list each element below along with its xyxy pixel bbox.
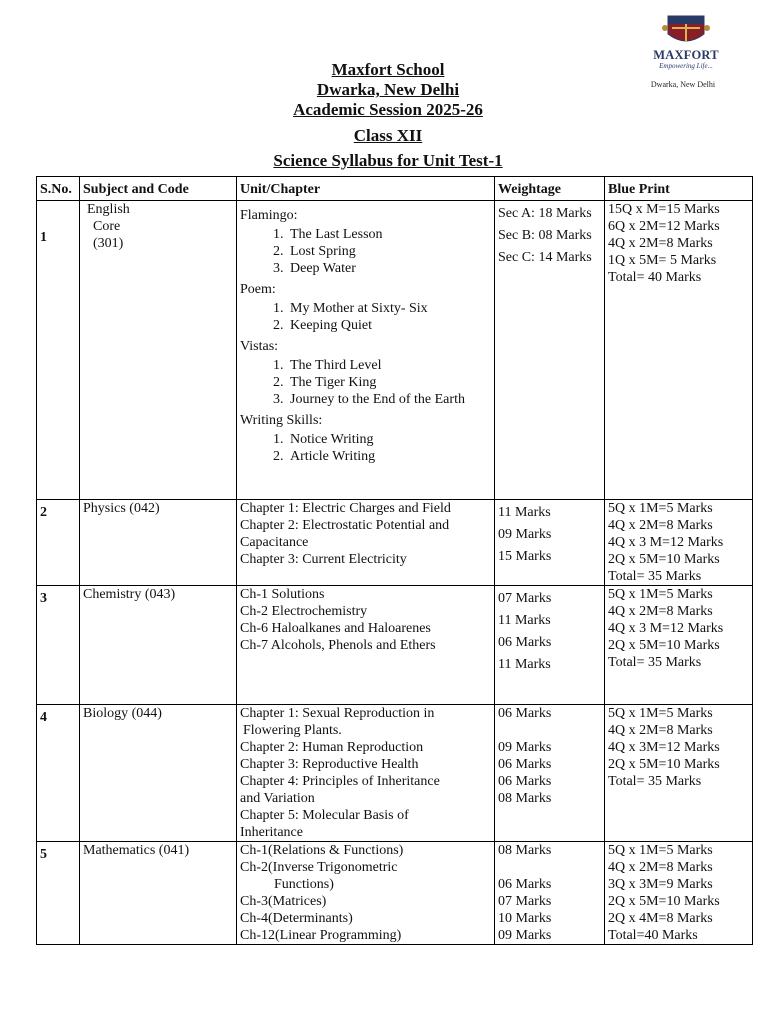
- section-label: Writing Skills:: [240, 413, 323, 428]
- row-sno: 1: [37, 201, 80, 500]
- chapter-item: 1. My Mother at Sixty- Six: [287, 300, 491, 317]
- row-chapters: [237, 201, 495, 500]
- row-chapters: Chapter 1: Sexual Reproduction in Flowering Plants. Chapter 2: Human Reproduction Chapter 3: Reproductive Health Chapter 4: Principles of Inheritance and Variation Chapter 5: Molecular Basis of Inheritance: [237, 705, 495, 842]
- crest-icon: [662, 12, 710, 48]
- row-sno: 5: [37, 842, 80, 945]
- row-blueprint: 5Q x 1M=5 Marks 4Q x 2M=8 Marks 3Q x 3M=9 Marks 2Q x 5M=10 Marks 2Q x 4M=8 Marks Total=40 Marks: [605, 842, 753, 945]
- row-sno: 4: [37, 705, 80, 842]
- row-weightage: 06 Marks 09 Marks 06 Marks 06 Marks 08 Marks: [495, 705, 605, 842]
- table-row: [37, 201, 753, 500]
- table-header-row: [37, 177, 753, 201]
- syllabus-title: Science Syllabus for Unit Test-1: [273, 151, 503, 170]
- chapter-item: 2. Lost Spring: [287, 243, 491, 260]
- document-header: [0, 60, 768, 171]
- header-subject: Subject and Code: [80, 177, 237, 201]
- row-subject: Mathematics (041): [80, 842, 237, 945]
- row-blueprint: 15Q x M=15 Marks 6Q x 2M=12 Marks 4Q x 2M=8 Marks 1Q x 5M= 5 Marks Total= 40 Marks: [605, 201, 753, 500]
- row-weightage: 07 Marks 11 Marks 06 Marks 11 Marks: [495, 586, 605, 705]
- chapter-item: 1. Notice Writing: [287, 431, 491, 448]
- row-weightage: Sec A: 18 Marks Sec B: 08 Marks Sec C: 14 Marks: [495, 201, 605, 500]
- header-weightage: Weightage: [495, 177, 605, 201]
- row-subject: Chemistry (043): [80, 586, 237, 705]
- header-blueprint: Blue Print: [605, 177, 753, 201]
- table-row: [37, 500, 753, 586]
- section-label: Flamingo:: [240, 208, 298, 223]
- chapter-item: 2. The Tiger King: [287, 374, 491, 391]
- table-row: [37, 705, 753, 842]
- syllabus-table: [36, 176, 753, 945]
- row-subject: English Core (301): [80, 201, 237, 500]
- chapter-item: 3. Deep Water: [287, 260, 491, 277]
- section-label: Poem:: [240, 282, 276, 297]
- chapter-item: 3. Journey to the End of the Earth: [287, 391, 491, 408]
- logo-tagline: Empowering Life...: [659, 62, 713, 70]
- row-sno: 2: [37, 500, 80, 586]
- table-row: [37, 586, 753, 705]
- row-sno: 3: [37, 586, 80, 705]
- logo-wordmark: MAXFORT: [653, 48, 719, 62]
- row-subject: Biology (044): [80, 705, 237, 842]
- chapter-item: 2. Article Writing: [287, 448, 491, 465]
- row-subject: Physics (042): [80, 500, 237, 586]
- section-label: Vistas:: [240, 339, 279, 354]
- row-chapters: Ch-1(Relations & Functions) Ch-2(Inverse Trigonometric Functions) Ch-3(Matrices) Ch-4(Determinants) Ch-12(Linear Programming): [237, 842, 495, 945]
- row-blueprint: 5Q x 1M=5 Marks 4Q x 2M=8 Marks 4Q x 3 M=12 Marks 2Q x 5M=10 Marks Total= 35 Marks: [605, 500, 753, 586]
- header-sno: S.No.: [37, 177, 80, 201]
- chapter-item: 1. The Last Lesson: [287, 226, 491, 243]
- school-location: Dwarka, New Delhi: [316, 80, 460, 99]
- chapter-item: 2. Keeping Quiet: [287, 317, 491, 334]
- logo-location: Dwarka, New Delhi: [650, 80, 716, 89]
- row-chapters: Ch-1 Solutions Ch-2 Electrochemistry Ch-6 Haloalkanes and Haloarenes Ch-7 Alcohols, Phenols and Ethers: [237, 586, 495, 705]
- class-name: Class XII: [353, 126, 423, 145]
- academic-session: Academic Session 2025-26: [293, 100, 483, 119]
- school-name: Maxfort School: [331, 60, 445, 79]
- row-weightage: 08 Marks 06 Marks 07 Marks 10 Marks 09 Marks: [495, 842, 605, 945]
- chapter-item: 1. The Third Level: [287, 357, 491, 374]
- table-row: [37, 842, 753, 945]
- row-weightage: 11 Marks 09 Marks 15 Marks: [495, 500, 605, 586]
- header-unit: Unit/Chapter: [237, 177, 495, 201]
- row-blueprint: 5Q x 1M=5 Marks 4Q x 2M=8 Marks 4Q x 3 M=12 Marks 2Q x 5M=10 Marks Total= 35 Marks: [605, 586, 753, 705]
- row-chapters: Chapter 1: Electric Charges and Field Chapter 2: Electrostatic Potential and Capacitance Chapter 3: Current Electricity: [237, 500, 495, 586]
- row-blueprint: 5Q x 1M=5 Marks 4Q x 2M=8 Marks 4Q x 3M=12 Marks 2Q x 5M=10 Marks Total= 35 Marks: [605, 705, 753, 842]
